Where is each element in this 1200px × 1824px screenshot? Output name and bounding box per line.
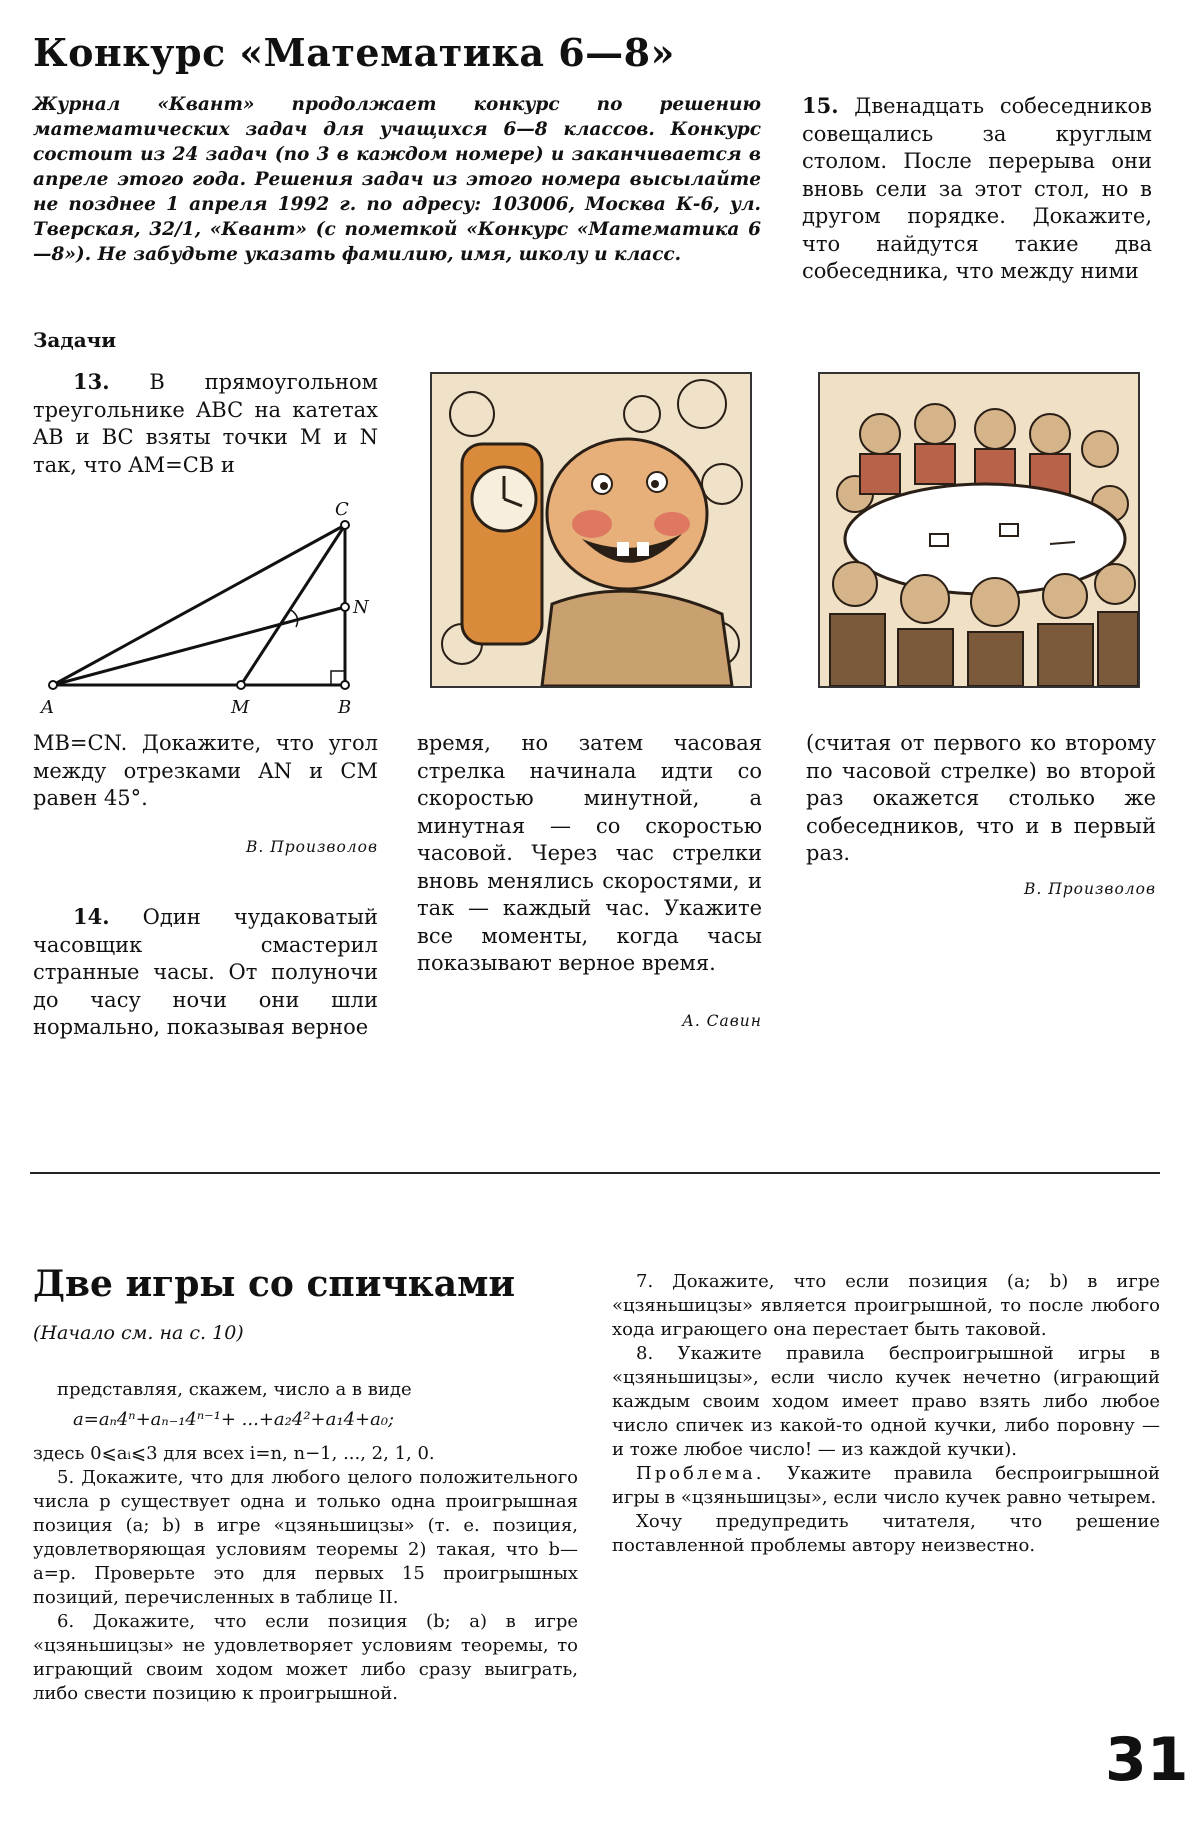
problem-13-number: 13.	[73, 369, 110, 394]
page-title: Конкурс «Математика 6—8»	[33, 30, 675, 75]
tasks-heading: Задачи	[33, 328, 117, 352]
problem-13-part2: MB=CN. Докажите, что угол между отрезками AN и CM равен 45°.	[33, 731, 378, 810]
point-m	[237, 681, 245, 689]
contest-intro: Журнал «Квант» продолжает конкурс по решению математических задач для учащихся 6—8 классов. Конкурс состоит из 24 задач (по 3 в каждом номере) и заканчивается в апреле этого года. Решения задач из этого номера высылайте не позднее 1 апреля 1992 г. по адресу: 103006, Москва К-6, ул. Тверская, 32/1, «Квант» (с пометкой «Конкурс «Математика 6—8»). Не забудьте указать фамилию, имя, школу и класс.	[33, 94, 761, 265]
round-table-illustration	[818, 372, 1140, 688]
point-n	[341, 603, 349, 611]
article-problem-paragraph	[612, 1462, 1160, 1510]
clockmaker-illustration	[430, 372, 752, 688]
article-subtitle: (Начало см. на с. 10)	[33, 1322, 244, 1344]
hypotenuse-ac	[53, 525, 345, 685]
problem-13-text-a: В прямоугольном треугольнике ABC на катетах AB и BC взяты точки M и N так, что AM=CB и	[33, 370, 378, 477]
section-divider	[30, 1172, 1160, 1174]
article-right-column	[612, 1270, 1160, 1558]
problem-15-part2: (считая от первого ко второму по часовой стрелке) во второй раз окажется столько же собеседников, что и в первый раз.	[806, 731, 1156, 865]
label-a: A	[41, 697, 54, 718]
article-paragraph-5: 5. Докажите, что для любого целого положительного числа p существует одна и только одна проигрышная позиция (a; b) в игре «цзяньшицзы» (т. е. позиция, удовлетворяющая условиям теоремы 2) такая, что b—a=p. Проверьте это для первых 15 проигрышных позиций, перечисленных в таблице II.	[33, 1467, 578, 1608]
article-title: Две игры со спичками	[33, 1263, 516, 1305]
segment-cm	[241, 525, 345, 685]
label-m: M	[231, 697, 250, 718]
point-a	[49, 681, 57, 689]
problem-13-author: В. Произволов	[245, 838, 378, 856]
problem-15-text-a: Двенадцать собеседников совещались за круглым столом. После перерыва они вновь сели за этот стол, но в другом порядке. Докажите, что найдутся такие два собеседника, что между ними	[802, 94, 1152, 283]
point-c	[341, 521, 349, 529]
triangle-figure	[33, 495, 378, 720]
article-formula: a=aₙ4ⁿ+aₙ₋₁4ⁿ⁻¹+ ...+a₂4²+a₁4+a₀;	[73, 1409, 395, 1430]
segment-an	[53, 607, 345, 685]
point-b	[341, 681, 349, 689]
article-final-paragraph: Хочу предупредить читателя, что решение поставленной проблемы автору неизвестно.	[612, 1511, 1160, 1556]
problem-15-number: 15.	[802, 93, 839, 118]
article-paragraph-8: 8. Укажите правила беспроигрышной игры в «цзяньшицзы», если число кучек нечетно (играющий каждым своим ходом имеет право взять либо любое число спичек из какой-то одной кучки, либо поровну — и тоже любое число! — из каждой кучки).	[612, 1343, 1160, 1460]
article-condition-paragraph: здесь 0⩽aᵢ⩽3 для всех i=n, n−1, ..., 2, 1, 0.	[33, 1443, 435, 1464]
angle-arc	[291, 610, 298, 627]
article-problem-label: Проблема.	[636, 1463, 765, 1484]
article-left-column	[33, 1378, 578, 1706]
article-paragraph-7: 7. Докажите, что если позиция (a; b) в игре «цзяньшицзы» является проигрышной, то после любого хода играющего она перестает быть таковой.	[612, 1271, 1160, 1340]
problem-13-part1	[33, 368, 378, 479]
problem-14-author: А. Савин	[682, 1012, 762, 1030]
article-paragraph-6: 6. Докажите, что если позиция (b; a) в игре «цзяньшицзы» не удовлетворяет условиям теоремы, то играющий своим ходом может либо сразу выиграть, либо свести позицию к проигрышной.	[33, 1611, 578, 1704]
problem-15-part1	[802, 92, 1152, 286]
label-c: C	[335, 499, 349, 520]
problem-14-part2: время, но затем часовая стрелка начинала идти со скоростью минутной, а минутная — со скоростью часовой. Через час стрелки вновь менялись скоростями, и так — каждый час. Укажите все моменты, когда часы показывают верное время.	[417, 731, 762, 975]
article-intro-paragraph: представляя, скажем, число a в виде	[57, 1379, 412, 1400]
article-problem-text: Укажите правила беспроигрышной игры в «цзяньшицзы», если число кучек равно четырем.	[612, 1463, 1160, 1508]
label-n: N	[353, 597, 369, 618]
problem-14-number: 14.	[73, 904, 110, 929]
problem-14-part1	[33, 903, 378, 1042]
problem-14-text-a: Один чудаковатый часовщик смастерил странные часы. От полуночи до часу ночи они шли нормально, показывая верное	[33, 905, 378, 1039]
problem-15-author: В. Произволов	[1023, 880, 1156, 898]
label-b: B	[338, 697, 352, 718]
page-number: 31	[1105, 1725, 1189, 1795]
